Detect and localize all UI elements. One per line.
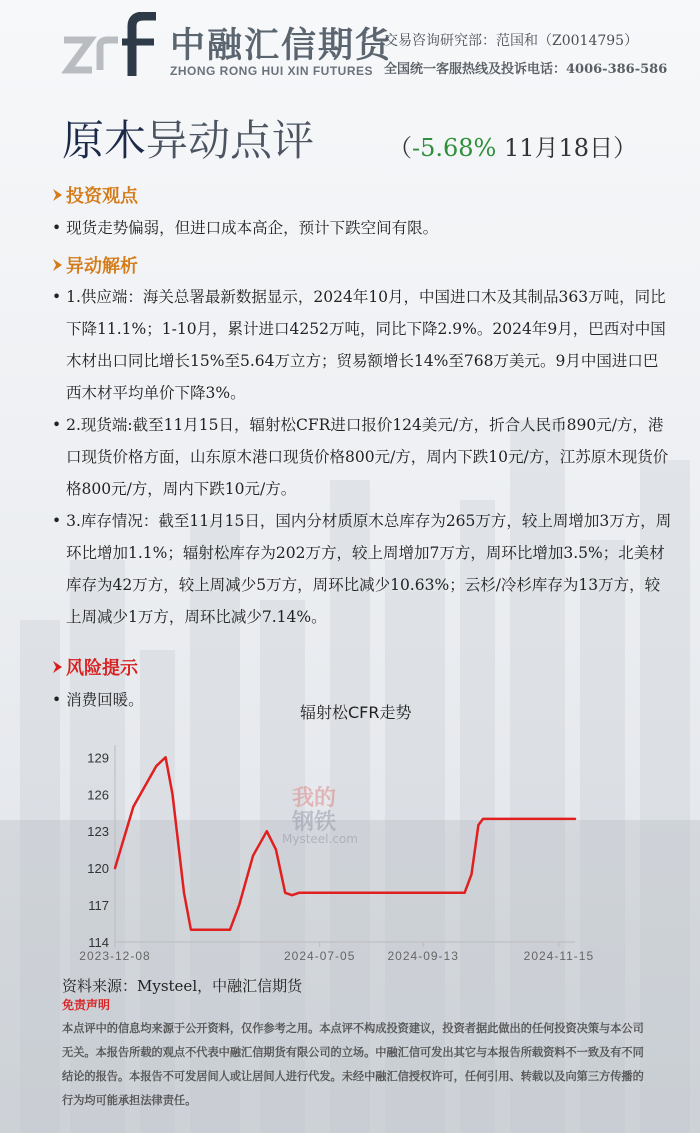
y-tick-label: 114 — [88, 935, 109, 950]
list-item: • 消费回暖。 — [52, 691, 144, 709]
risk-item-text: 消费回暖。 — [66, 691, 144, 709]
y-tick-label: 126 — [87, 787, 109, 803]
list-item: • 3.库存情况：截至11月15日，国内分材质原木总库存为265万方，较上周增加3万方，周环比增加1.1%；辐射松库存为202万方，较上周增加7万方，周环比增加3.5%；北美材库存为42万方，较上周减少5万方，周环比减少10.63%；云杉/冷杉库存为13万方，较上周减少1万方，周环比减少7.14%。 — [52, 512, 672, 626]
chart-title: 辐射松CFR走势 — [300, 703, 412, 722]
disclaimer-title: 免责声明 — [62, 998, 111, 1012]
analysis-item-supply: 1.供应端：海关总署最新数据显示，2024年10月，中国进口木及其制品363万吨，同比下降11.1%；1-10月，累计进口4252万吨，同比下降2.9%。2024年9月，巴西对中国木材出口同比增长15%至5.64万立方；贸易额增长14%至768万美元。9月中国进口巴西木材平均单价下降3%。 — [66, 288, 666, 402]
section-heading-risk-label: 风险提示 — [66, 658, 138, 679]
title-change-date — [388, 128, 637, 163]
logo-en-text: ZHONG RONG HUI XIN FUTURES — [170, 64, 374, 78]
x-tick-label: 2024-11-15 — [523, 949, 595, 963]
section-heading-analysis-label: 异动解析 — [66, 256, 138, 277]
header — [0, 0, 700, 95]
arrow-right-icon — [52, 258, 64, 272]
contact-research-dept: 交易咨询研究部：范国和（Z0014795） — [384, 33, 639, 49]
x-tick-label: 2024-09-13 — [387, 949, 459, 963]
contact-hotline: 全国统一客服热线及投诉电话：4006-386-586 — [384, 62, 668, 77]
x-tick-label: 2023-12-08 — [79, 949, 151, 963]
watermark-text: 钢铁 — [292, 810, 337, 835]
title-date: 11月18日） — [496, 134, 638, 162]
x-tick-label: 2024-07-05 — [284, 949, 356, 963]
arrow-right-icon — [52, 660, 64, 674]
disclaimer-text: 本点评中的信息均来源于公开资料，仅作参考之用。本点评不构成投资建议，投资者据此做出的任何投资决策与本公司无关。本报告所载的观点不代表中融汇信期货有限公司的立场。中融汇信可发出其它与本报告所载资料不一致及有不同结论的报告。本报告不可发居间人或让居间人进行代发。未经中融汇信授权许可，任何引用、转载以及向第三方传播的行为均可能承担法律责任。 — [62, 1021, 644, 1107]
arrow-right-icon — [52, 188, 64, 202]
data-source: 资料来源：Mysteel，中融汇信期货 — [62, 977, 303, 995]
company-logo-icon — [60, 12, 160, 78]
analysis-list — [52, 281, 672, 633]
watermark-text: Mysteel.com — [282, 832, 358, 846]
list-item: • 1.供应端：海关总署最新数据显示，2024年10月，中国进口木及其制品363万吨，同比下降11.1%；1-10月，累计进口4252万吨，同比下降2.9%。2024年9月，巴西对中国木材出口同比增长15%至5.64万立方；贸易额增长14%至768万美元。9月中国进口巴西木材平均单价下降3%。 — [52, 288, 666, 402]
y-tick-label: 117 — [88, 898, 109, 914]
section-heading-risk — [52, 654, 138, 680]
y-tick-label: 129 — [87, 750, 109, 766]
list-item: • 2.现货端:截至11月15日，辐射松CFR进口报价124美元/方，折合人民币890元/方，港口现货价格方面，山东原木港口现货价格800元/方，周内下跌10元/方，江苏原木现货价格800元/方，周内下跌10元/方。 — [52, 416, 669, 498]
title-open-paren: （ — [388, 134, 412, 162]
y-tick-label: 120 — [87, 861, 109, 877]
view-item-text: 现货走势偏弱，但进口成本高企，预计下跌空间有限。 — [66, 219, 439, 237]
y-tick-label: 123 — [87, 824, 109, 840]
radiata-pine-cfr-chart — [60, 735, 650, 980]
analysis-item-spot: 2.现货端:截至11月15日，辐射松CFR进口报价124美元/方，折合人民币890元/方，港口现货价格方面，山东原木港口现货价格800元/方，周内下跌10元/方，江苏原木现货价格800元/方，周内下跌10元/方。 — [66, 416, 669, 498]
logo-cn-text: 中融汇信期货 — [170, 26, 393, 66]
title-commodity: 原木 — [62, 116, 147, 165]
analysis-item-inventory: 3.库存情况：截至11月15日，国内分材质原木总库存为265万方，较上周增加3万方，周环比增加1.1%；辐射松库存为202万方，较上周增加7万方，周环比增加3.5%；北美材库存为42万方，较上周减少5万方，周环比减少10.63%；云杉/冷杉库存为13万方，较上周减少1万方，周环比减少7.14%。 — [66, 512, 672, 626]
title-topic: 异动点评 — [146, 116, 315, 165]
watermark-text: 我的 — [292, 786, 337, 811]
page-title — [62, 108, 314, 168]
section-heading-analysis — [52, 252, 138, 278]
view-list — [52, 212, 672, 244]
section-heading-view — [52, 182, 138, 208]
list-item: • 现货走势偏弱，但进口成本高企，预计下跌空间有限。 — [52, 219, 439, 237]
title-change-pct: -5.68% — [412, 134, 497, 162]
section-heading-view-label: 投资观点 — [66, 186, 138, 207]
